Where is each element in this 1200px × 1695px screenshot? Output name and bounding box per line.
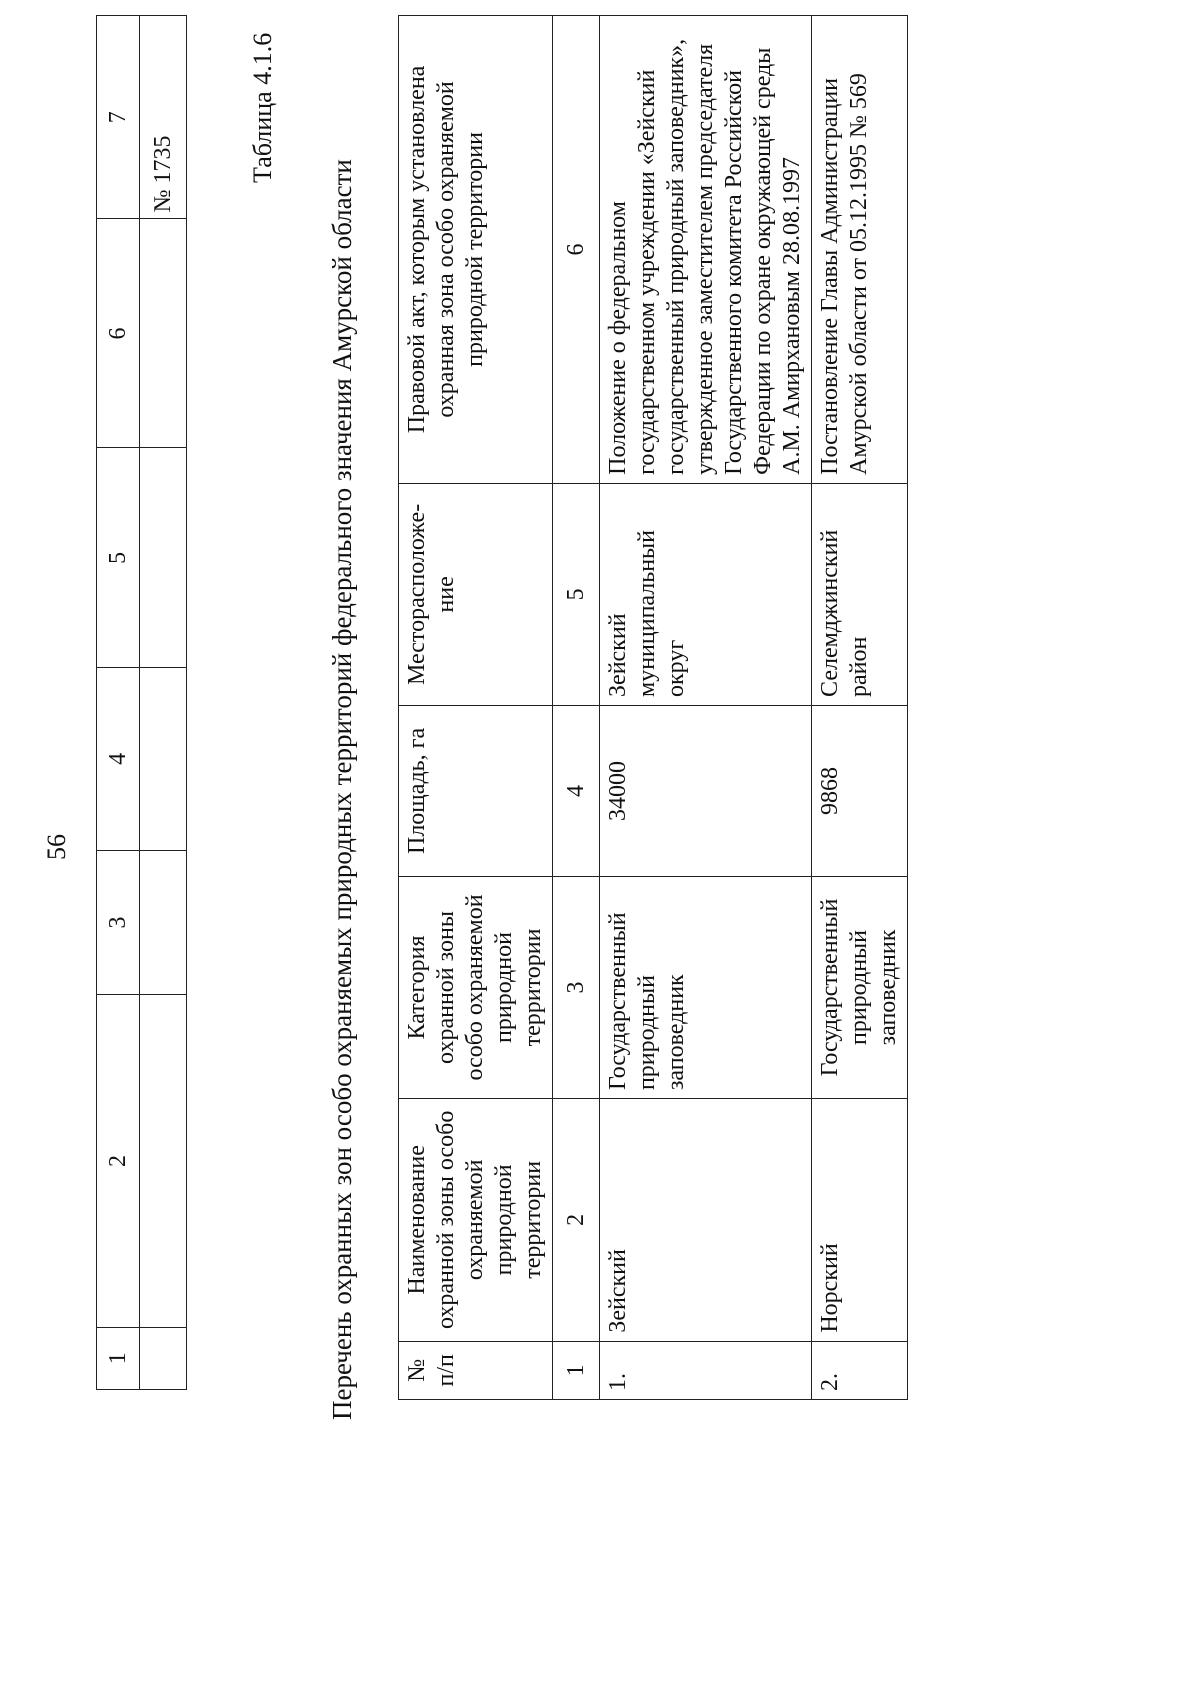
colnum-1: 1	[553, 1341, 600, 1399]
page-number: 56	[42, 834, 71, 860]
colnum-3: 3	[553, 876, 600, 1098]
cont-cell-7: № 1735	[140, 16, 187, 219]
row-no: 2.	[812, 1341, 908, 1399]
header-no: № п/п	[399, 1341, 553, 1399]
colnum-4: 4	[553, 705, 600, 876]
cont-col-2: 2	[97, 995, 140, 1327]
main-table	[398, 15, 908, 1400]
row-name: Норский	[812, 1099, 908, 1342]
cont-cell-6	[140, 219, 187, 448]
cont-col-3: 3	[97, 850, 140, 995]
row-location: Зейский муниципальный округ	[600, 483, 812, 705]
row-act: Положение о федеральном государственном учреждении «Зейский государственный природный заповедник», утвержденное заместителем председателя Государственного комитета Российской Федерации по охране окружающей среды А.М. Амирхановым 28.08.1997	[600, 16, 812, 484]
cont-col-4: 4	[97, 668, 140, 850]
continuation-table	[96, 15, 187, 1390]
row-category: Государственный природный заповедник	[600, 876, 812, 1098]
cont-cell-1	[140, 1327, 187, 1389]
cont-cell-4	[140, 668, 187, 850]
table-row	[600, 16, 812, 1400]
row-location: Селемджинский район	[812, 483, 908, 705]
colnum-6: 6	[553, 16, 600, 484]
row-no: 1.	[600, 1341, 812, 1399]
row-name: Зейский	[600, 1099, 812, 1342]
cont-col-6: 6	[97, 219, 140, 448]
cont-cell-3	[140, 850, 187, 995]
table-caption: Таблица 4.1.6	[248, 32, 277, 183]
table-row	[812, 16, 908, 1400]
row-category: Государственный природный заповедник	[812, 876, 908, 1098]
header-area: Площадь, га	[399, 705, 553, 876]
cont-col-5: 5	[97, 448, 140, 668]
cont-cell-5	[140, 448, 187, 668]
row-area: 34000	[600, 705, 812, 876]
cont-cell-2	[140, 995, 187, 1327]
row-area: 9868	[812, 705, 908, 876]
header-act: Правовой акт, которым установлена охранная зона особо охраняемой природной территории	[399, 16, 553, 484]
header-row	[399, 16, 553, 1400]
cont-col-7: 7	[97, 16, 140, 219]
header-name: Наименование охранной зоны особо охраняемой природной территории	[399, 1099, 553, 1342]
row-act: Постановление Главы Администрации Амурской области от 05.12.1995 № 569	[812, 16, 908, 484]
table-title: Перечень охранных зон особо охраняемых природных территорий федерального значения Амурской области	[327, 159, 357, 1420]
colnum-2: 2	[553, 1099, 600, 1342]
column-number-row	[553, 16, 600, 1400]
header-category: Категория охранной зоны особо охраняемой природной территории	[399, 876, 553, 1098]
header-location: Месторасположе-ние	[399, 483, 553, 705]
colnum-5: 5	[553, 483, 600, 705]
cont-col-1: 1	[97, 1327, 140, 1389]
